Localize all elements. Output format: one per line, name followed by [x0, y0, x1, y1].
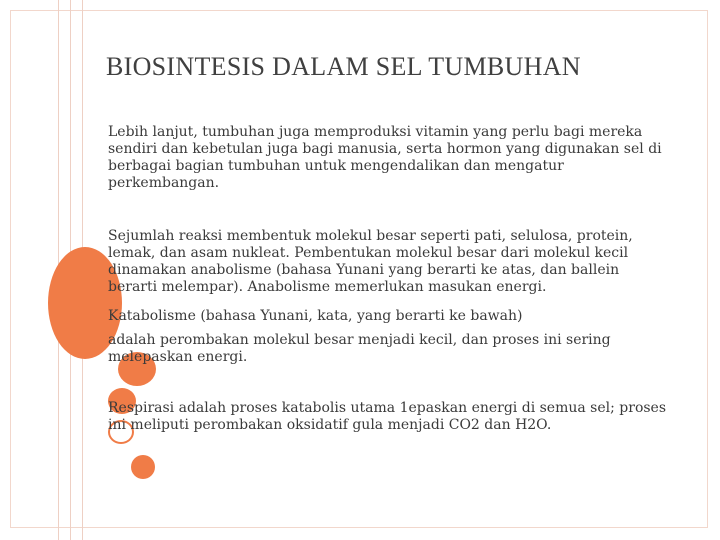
paragraph-katabolisme: Katabolisme (bahasa Yunani, kata, yang berarti ke bawah): [108, 308, 523, 324]
slide-title: BIOSINTESIS DALAM SEL TUMBUHAN: [106, 52, 581, 81]
paragraph-vitamin: Lebih lanjut, tumbuhan juga memproduksi vitamin yang perlu bagi mereka sendiri dan kebetulan juga bagi manusia, serta hormon yang digunakan sel di berbagai bagian tumbuhan untuk mengendalikan dan mengatur perkembangan.: [108, 124, 662, 191]
paragraph-perombakan: adalah perombakan molekul besar menjadi kecil, dan proses ini sering melepaskan energi.: [108, 332, 611, 365]
decor-circle-small-2: [131, 455, 155, 479]
paragraph-anabolisme: Sejumlah reaksi membentuk molekul besar seperti pati, selulosa, protein, lemak, dan asam nukleat. Pembentukan molekul besar dari molekul kecil dinamakan anabolisme (bahasa Yunani yang berarti ke atas, dan ballein berarti melempar). Anabolisme memerlukan masukan energi.: [108, 228, 633, 295]
paragraph-respirasi: Respirasi adalah proses katabolis utama 1epaskan energi di semua sel; proses ini meliputi perombakan oksidatif gula menjadi CO2 dan H2O.: [108, 400, 667, 433]
